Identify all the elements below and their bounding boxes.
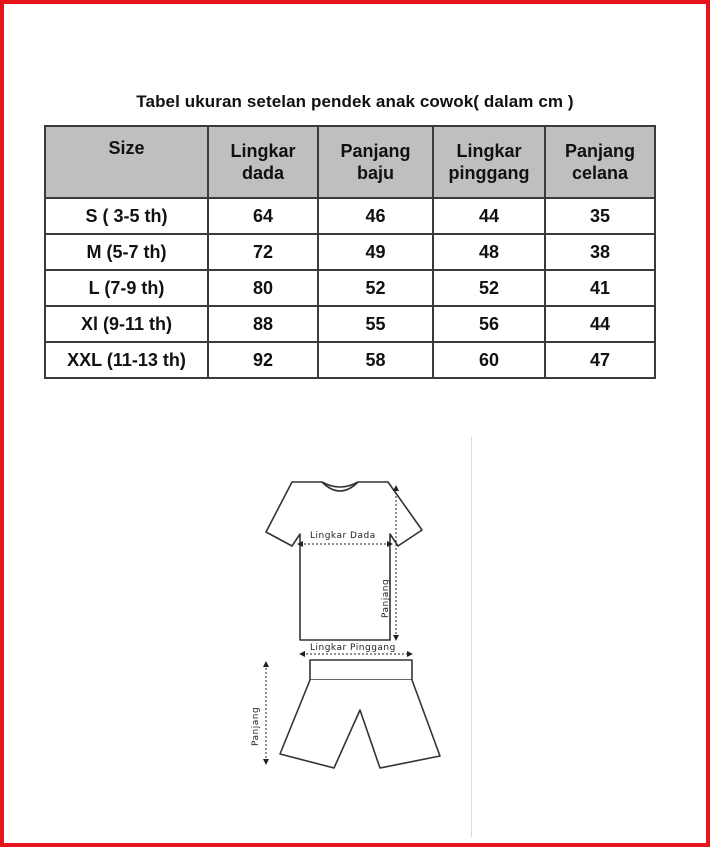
size-chart-table [44,125,656,379]
shirt-length-label: Panjang [381,578,391,618]
shirt-length-cell: 49 [318,234,433,270]
pants-length-cell: 47 [545,342,655,378]
shirt-length-cell: 52 [318,270,433,306]
header-shirt-length: Panjang baju [318,126,433,198]
pants-length-cell: 38 [545,234,655,270]
header-waist: Lingkar pinggang [433,126,545,198]
size-cell: S ( 3-5 th) [45,198,208,234]
table-row [45,234,655,270]
table-row [45,198,655,234]
waist-cell: 44 [433,198,545,234]
header-pants-length: Panjang celana [545,126,655,198]
image-divider-line [471,437,472,837]
pants-length-label: Panjang [251,706,261,746]
measurement-diagram [230,470,450,790]
pants-length-cell: 35 [545,198,655,234]
waist-cell: 60 [433,342,545,378]
chest-cell: 64 [208,198,318,234]
table-header-row [45,126,655,198]
chest-cell: 80 [208,270,318,306]
chest-cell: 88 [208,306,318,342]
tshirt-illustration [266,482,422,640]
waist-cell: 48 [433,234,545,270]
table-row [45,306,655,342]
header-size: Size [45,126,208,198]
shirt-length-cell: 55 [318,306,433,342]
shirt-length-cell: 46 [318,198,433,234]
shirt-length-cell: 58 [318,342,433,378]
size-cell: L (7-9 th) [45,270,208,306]
size-cell: Xl (9-11 th) [45,306,208,342]
waist-cell: 52 [433,270,545,306]
waist-cell: 56 [433,306,545,342]
table-row [45,270,655,306]
waist-label: Lingkar Pinggang [310,643,396,653]
pants-length-cell: 44 [545,306,655,342]
pants-length-cell: 41 [545,270,655,306]
page-title: Tabel ukuran setelan pendek anak cowok( dalam cm ) [136,92,574,111]
chest-cell: 72 [208,234,318,270]
shorts-illustration [280,660,440,768]
chest-label: Lingkar Dada [310,531,376,541]
size-cell: XXL (11-13 th) [45,342,208,378]
size-cell: M (5-7 th) [45,234,208,270]
table-row [45,342,655,378]
chest-cell: 92 [208,342,318,378]
header-chest: Lingkar dada [208,126,318,198]
